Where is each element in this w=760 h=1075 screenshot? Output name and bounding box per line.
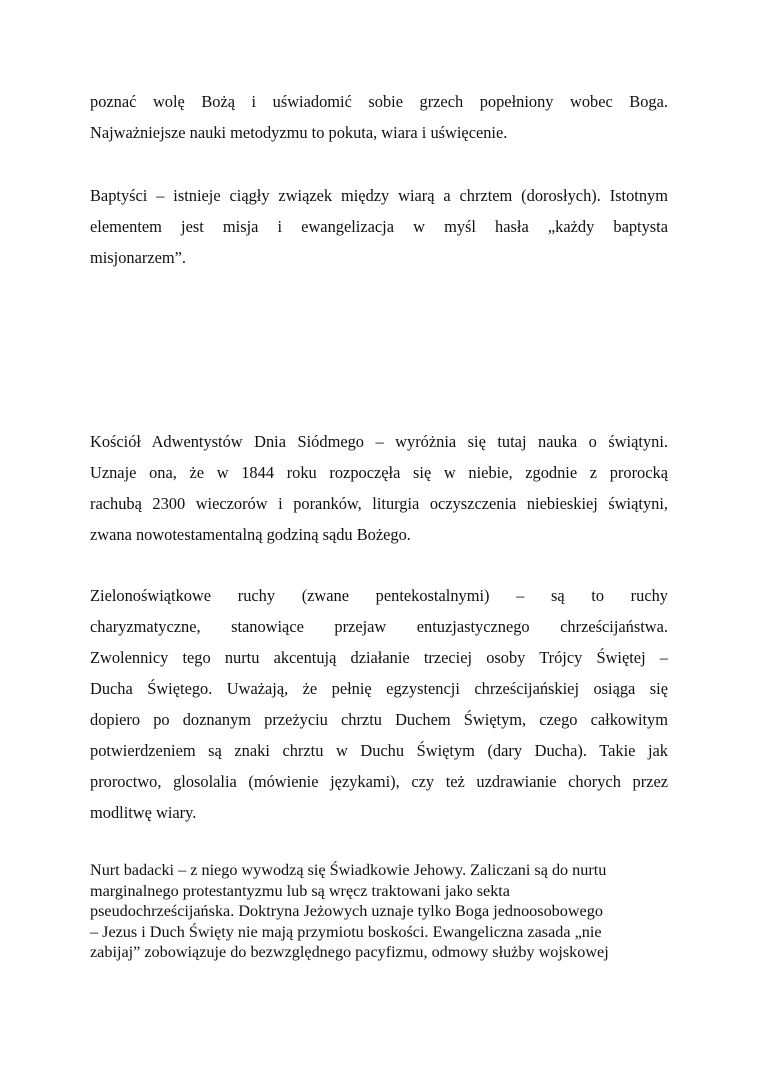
text-line: marginalnego protestantyzmu lub są wręcz traktowani jako sekta [90,881,510,900]
paragraph-adventists [90,426,668,550]
text-line: zabijaj” zobowiązuje do bezwzględnego pacyfizmu, odmowy służby wojskowej [90,943,609,961]
paragraph-pentecostals [90,580,668,828]
text-line: elementem jest misja i ewangelizacja w myśl hasła „każdy baptysta [90,217,668,236]
text-line: Zielonoświątkowe ruchy (zwane pentekostalnymi) – są to ruchy [90,586,668,605]
text-line: – Jezus i Duch Święty nie mają przymiotu boskości. Ewangeliczna zasada „nie [90,922,602,941]
text-line: potwierdzeniem są znaki chrztu w Duchu Świętym (dary Ducha). Takie jak [90,741,668,760]
text-line: proroctwo, glosolalia (mówienie językami), czy też uzdrawianie chorych przez [90,772,668,791]
text-line: Kościół Adwentystów Dnia Siódmego – wyróżnia się tutaj nauka o świątyni. [90,432,668,451]
text-line: Uznaje ona, że w 1844 roku rozpoczęła się w niebie, zgodnie z prorocką [90,463,668,482]
text-line: charyzmatyczne, stanowiące przejaw entuzjastycznego chrześcijaństwa. [90,617,668,636]
text-line: misjonarzem”. [90,248,187,267]
text-line: dopiero po doznanym przeżyciu chrztu Duchem Świętym, czego całkowitym [90,710,668,729]
text-line: pseudochrześcijańska. Doktryna Jeżowych uznaje tylko Boga jednoosobowego [90,902,603,920]
paragraph-baptists [90,180,668,273]
text-line: Baptyści – istnieje ciągły związek między wiarą a chrztem (dorosłych). Istotnym [90,186,668,205]
text-line: Nurt badacki – z niego wywodzą się Świadkowie Jehowy. Zaliczani są do nurtu [90,861,607,879]
text-line: zwana nowotestamentalną godziną sądu Bożego. [90,525,411,544]
text-line: poznać wolę Bożą i uświadomić sobie grzech popełniony wobec Boga. [90,92,668,111]
text-line: Zwolennicy tego nurtu akcentują działanie trzeciej osoby Trójcy Świętej – [90,648,668,667]
text-line: modlitwę wiary. [90,803,197,822]
paragraph-research-movement [90,860,668,963]
text-line: rachubą 2300 wieczorów i poranków, liturgia oczyszczenia niebieskiej świątyni, [90,494,668,513]
paragraph-methodism [90,86,668,148]
text-line: Najważniejsze nauki metodyzmu to pokuta, wiara i uświęcenie. [90,123,508,142]
text-line: Ducha Świętego. Uważają, że pełnię egzystencji chrześcijańskiej osiąga się [90,679,668,698]
